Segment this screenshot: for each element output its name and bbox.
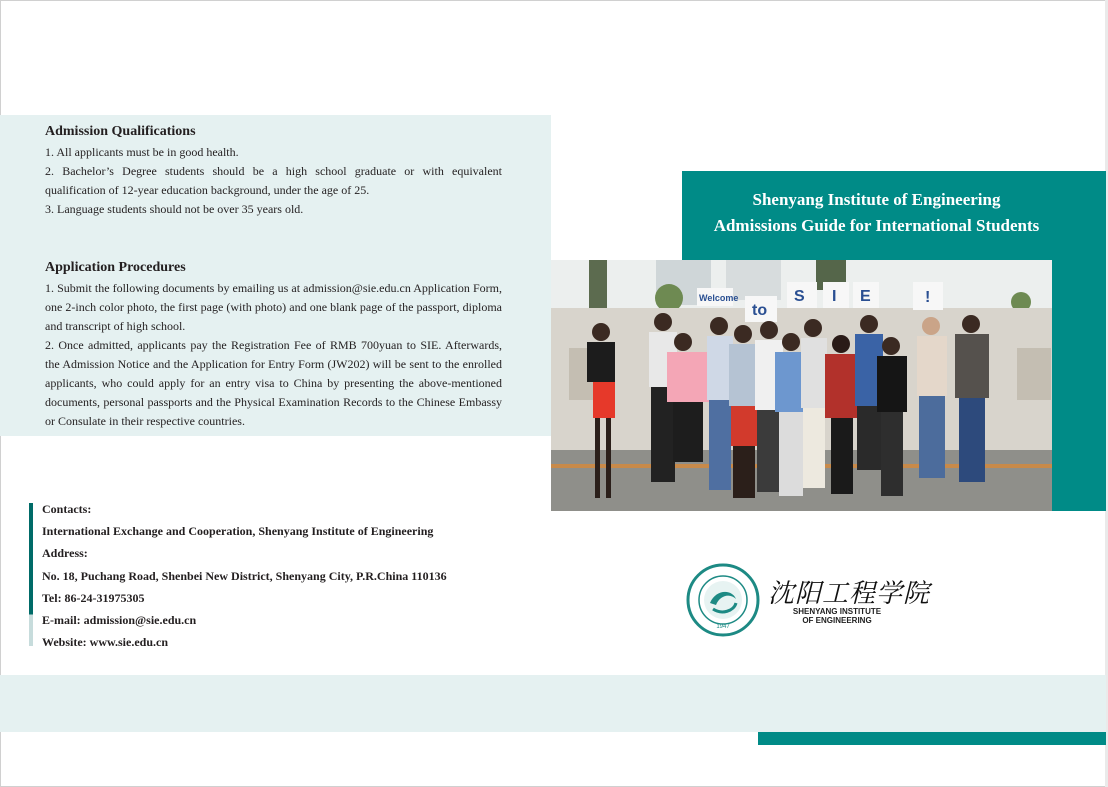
contacts-organization: International Exchange and Cooperation, Shenyang Institute of Engineering xyxy=(42,524,434,538)
sign-word-2: to xyxy=(752,302,768,319)
institute-english-name-line-2: OF ENGINEERING xyxy=(802,616,872,625)
telephone: Tel: 86-24-31975305 xyxy=(42,591,145,605)
institute-seal-logo xyxy=(686,563,760,637)
sign-word-4: I xyxy=(832,288,837,305)
admission-item-1: 1. All applicants must be in good health. xyxy=(45,145,239,159)
address-label: Address: xyxy=(42,546,88,560)
bottom-teal-strip xyxy=(758,732,1106,745)
title-line-2: Admissions Guide for International Students xyxy=(713,216,1040,235)
teal-side-block xyxy=(1052,260,1106,511)
address-text: No. 18, Puchang Road, Shenbei New District, Shenyang City, P.R.China 110136 xyxy=(42,569,447,583)
admission-qualifications-heading: Admission Qualifications xyxy=(45,124,196,139)
group-photo xyxy=(551,260,1052,511)
sign-word-3: S xyxy=(794,288,805,305)
bottom-band xyxy=(0,675,1106,732)
group-photo-illustration xyxy=(551,260,1052,511)
institute-english-name-line-1: SHENYANG INSTITUTE xyxy=(792,607,882,616)
contacts-label: Contacts: xyxy=(42,502,92,516)
website: Website: www.sie.edu.cn xyxy=(42,635,168,649)
sign-word-6: ! xyxy=(925,289,931,306)
procedure-item-1: 1. Submit the following documents by emailing us at admission@sie.edu.cn Application Form, one 2-inch color photo, the first page (with photo) and one blank page of the passport, diploma and transcript of high school. xyxy=(45,281,502,333)
title-line-1: Shenyang Institute of Engineering xyxy=(752,190,1001,209)
institute-chinese-name: 沈阳工程学院 xyxy=(768,579,931,609)
sign-word-5: E xyxy=(860,288,871,305)
admission-item-2: 2. Bachelor’s Degree students should be a high school graduate or with equivalent qualification of 12-year education background, under the age of 25. xyxy=(45,164,502,197)
admission-item-3: 3. Language students should not be over 35 years old. xyxy=(45,202,304,216)
application-procedures-heading: Application Procedures xyxy=(45,260,186,275)
seal-year: 1947 xyxy=(716,624,730,630)
email: E-mail: admission@sie.edu.cn xyxy=(42,613,197,627)
contacts-accent-bar xyxy=(29,503,33,646)
procedure-item-2: 2. Once admitted, applicants pay the Registration Fee of RMB 700yuan to SIE. Afterwards, the Admission Notice and the Application for Entry Form (JW202) will be sent to the enrolled applicants, who could apply for an entry visa to China by presenting the above-mentioned documents, personal passports and the Physical Examination Records to the Chinese Embassy or Consulate in their respective countries. xyxy=(45,338,502,428)
sign-word-1: Welcome xyxy=(699,293,739,303)
